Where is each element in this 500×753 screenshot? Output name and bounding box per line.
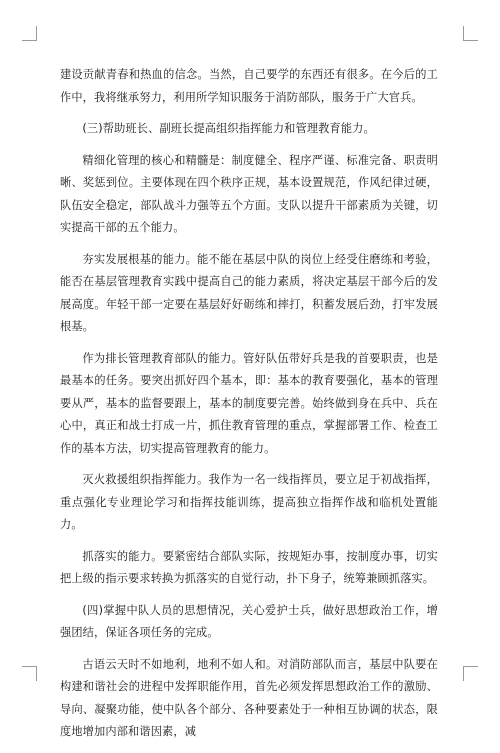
paragraph-7: 抓落实的能力。要紧密结合部队实际，按规矩办事，按制度办事，切实把上级的指示要求转换为抓落实的自觉行动，扑下身子，统筹兼顾抓落实。	[60, 549, 438, 585]
paragraph-5: 作为排长管理教育部队的能力。管好队伍带好兵是我的首要职责，也是最基本的任务。要突出抓好四个基本，即：基本的教育要强化，基本的管理要从严，基本的监督要跟上，基本的制度要完善。始终做到身在兵中、兵在心中，真正和战士打成一片，抓住教育管理的重点，掌握部署工作、检查工作的基本方法，切实提高管理教育的能力。	[60, 351, 438, 455]
paragraph-6: 灭火救援组织指挥能力。我作为一名一线指挥员，要立足于初战指挥，重点强化专业理论学习和指挥技能训练，提高独立指挥作战和临机处置能力。	[60, 473, 438, 531]
paragraph-1: 建设贡献青春和热血的信念。当然，自己要学的东西还有很多。在今后的工作中，我将继承努力，利用所学知识服务于消防部队，服务于广大官兵。	[60, 68, 438, 104]
paragraph-4: 夯实发展根基的能力。能不能在基层中队的岗位上经受住磨练和考验，能否在基层管理教育实践中提高自己的能力素质，将决定基层干部今后的发展高度。年轻干部一定要在基层好好砺练和摔打，积蓄发展后劲，打牢发展根基。	[60, 252, 438, 333]
paragraph-3: 精细化管理的核心和精髓是：制度健全、程序严谨、标准完备、职责明晰、奖惩到位。主要体现在四个秩序正规，基本设置规范，作风纪律过硬，队伍安全稳定，部队战斗力强等五个方面。支队以提升干部素质为关键，切实提高干部的五个能力。	[60, 153, 438, 234]
crop-mark-bottom-right	[463, 666, 478, 681]
crop-mark-top-right	[463, 26, 478, 41]
crop-mark-top-left	[22, 26, 37, 41]
paragraph-2-heading: (三)帮助班长、副班长提高组织指挥能力和管理教育能力。	[82, 122, 375, 135]
crop-mark-bottom-left	[22, 666, 37, 681]
paragraph-9: 古语云天时不如地利，地利不如人和。对消防部队而言，基层中队要在构建和谐社会的进程中发挥职能作用，首先必须发挥思想政治工作的激励、导向、凝聚功能，使中队各个部分、各种要素处于一种相互协调的状态，限度地增加内部和谐因素，减	[60, 657, 438, 738]
paragraph-8-heading: (四)掌握中队人员的思想情况，关心爱护士兵，做好思想政治工作，增强团结，保证各项任务的完成。	[60, 603, 438, 639]
document-body	[60, 64, 438, 753]
